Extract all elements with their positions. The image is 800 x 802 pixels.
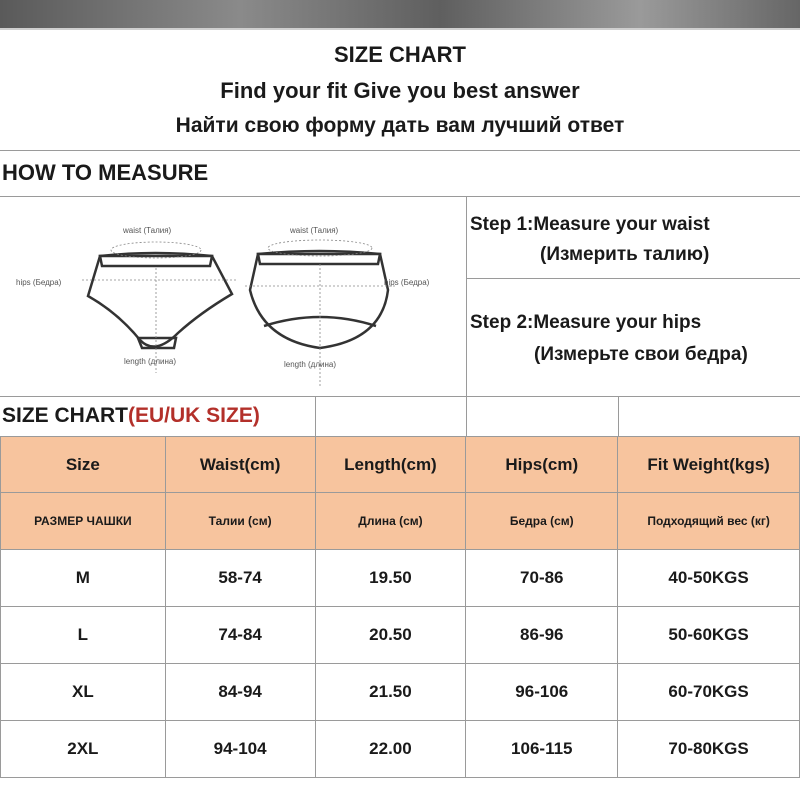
chart-title-prefix: SIZE CHART (2, 404, 128, 427)
length-label-front: length (длина) (124, 357, 177, 366)
waist-cell: 94-104 (165, 721, 315, 778)
size-cell: 2XL (1, 721, 166, 778)
size-chart-title (2, 404, 260, 428)
divider (618, 396, 619, 436)
divider (466, 278, 800, 279)
panty-back-illustration (250, 251, 388, 348)
table-row (1, 721, 800, 778)
step2-english: Step 2:Measure your hips (470, 312, 702, 333)
subtitle-english: Find your fit Give you best answer (220, 78, 580, 103)
divider (0, 150, 800, 151)
weight-cell: 40-50KGS (618, 550, 800, 607)
step1-english: Step 1:Measure your waist (470, 214, 710, 235)
how-to-measure-heading: HOW TO MEASURE (2, 160, 209, 185)
hips-label-back: hips (Бедра) (384, 278, 430, 287)
weight-cell: 60-70KGS (618, 664, 800, 721)
divider (315, 396, 316, 436)
header-cell: Fit Weight(kgs) (618, 437, 800, 493)
waist-cell: 58-74 (165, 550, 315, 607)
size-table (0, 436, 800, 778)
table-header-row-ru (1, 493, 800, 550)
chart-title-region: (EU/UK SIZE) (128, 404, 260, 427)
length-cell: 22.00 (315, 721, 466, 778)
panty-measure-diagram (0, 198, 466, 398)
weight-cell: 70-80KGS (618, 721, 800, 778)
waist-label-front: waist (Талия) (123, 226, 172, 235)
divider (466, 196, 467, 396)
table-row (1, 550, 800, 607)
divider (0, 196, 800, 197)
header-cell: Waist(cm) (165, 437, 315, 493)
title-block (0, 30, 800, 148)
header-cell: Талии (см) (165, 493, 315, 550)
size-cell: L (1, 607, 166, 664)
header-cell: Size (1, 437, 166, 493)
weight-cell: 50-60KGS (618, 607, 800, 664)
header-cell: Бедра (см) (466, 493, 618, 550)
hips-cell: 106-115 (466, 721, 618, 778)
step1-russian: (Измерить талию) (540, 244, 710, 265)
chart-main-title: SIZE CHART (334, 42, 466, 67)
background-strip (0, 0, 800, 28)
size-cell: XL (1, 664, 166, 721)
length-cell: 21.50 (315, 664, 466, 721)
size-chart-card (0, 28, 800, 802)
hips-cell: 86-96 (466, 607, 618, 664)
header-cell: Length(cm) (315, 437, 466, 493)
table-row (1, 664, 800, 721)
length-cell: 19.50 (315, 550, 466, 607)
divider (466, 396, 467, 436)
table-row (1, 607, 800, 664)
length-label-back: length (длина) (284, 360, 337, 369)
divider (0, 396, 800, 397)
header-cell: Hips(cm) (466, 437, 618, 493)
hips-cell: 96-106 (466, 664, 618, 721)
waist-label-back: waist (Талия) (290, 226, 339, 235)
header-cell: Подходящий вес (кг) (618, 493, 800, 550)
hips-label-front: hips (Бедра) (16, 278, 62, 287)
hips-cell: 70-86 (466, 550, 618, 607)
step2-russian: (Измерьте свои бедра) (534, 344, 748, 365)
header-cell: Длина (см) (315, 493, 466, 550)
waist-cell: 74-84 (165, 607, 315, 664)
waist-cell: 84-94 (165, 664, 315, 721)
length-cell: 20.50 (315, 607, 466, 664)
table-header-row-en (1, 437, 800, 493)
size-cell: M (1, 550, 166, 607)
panty-front-illustration (88, 253, 232, 348)
header-cell: РАЗМЕР ЧАШКИ (1, 493, 166, 550)
subtitle-russian: Найти свою форму дать вам лучший ответ (175, 114, 625, 137)
